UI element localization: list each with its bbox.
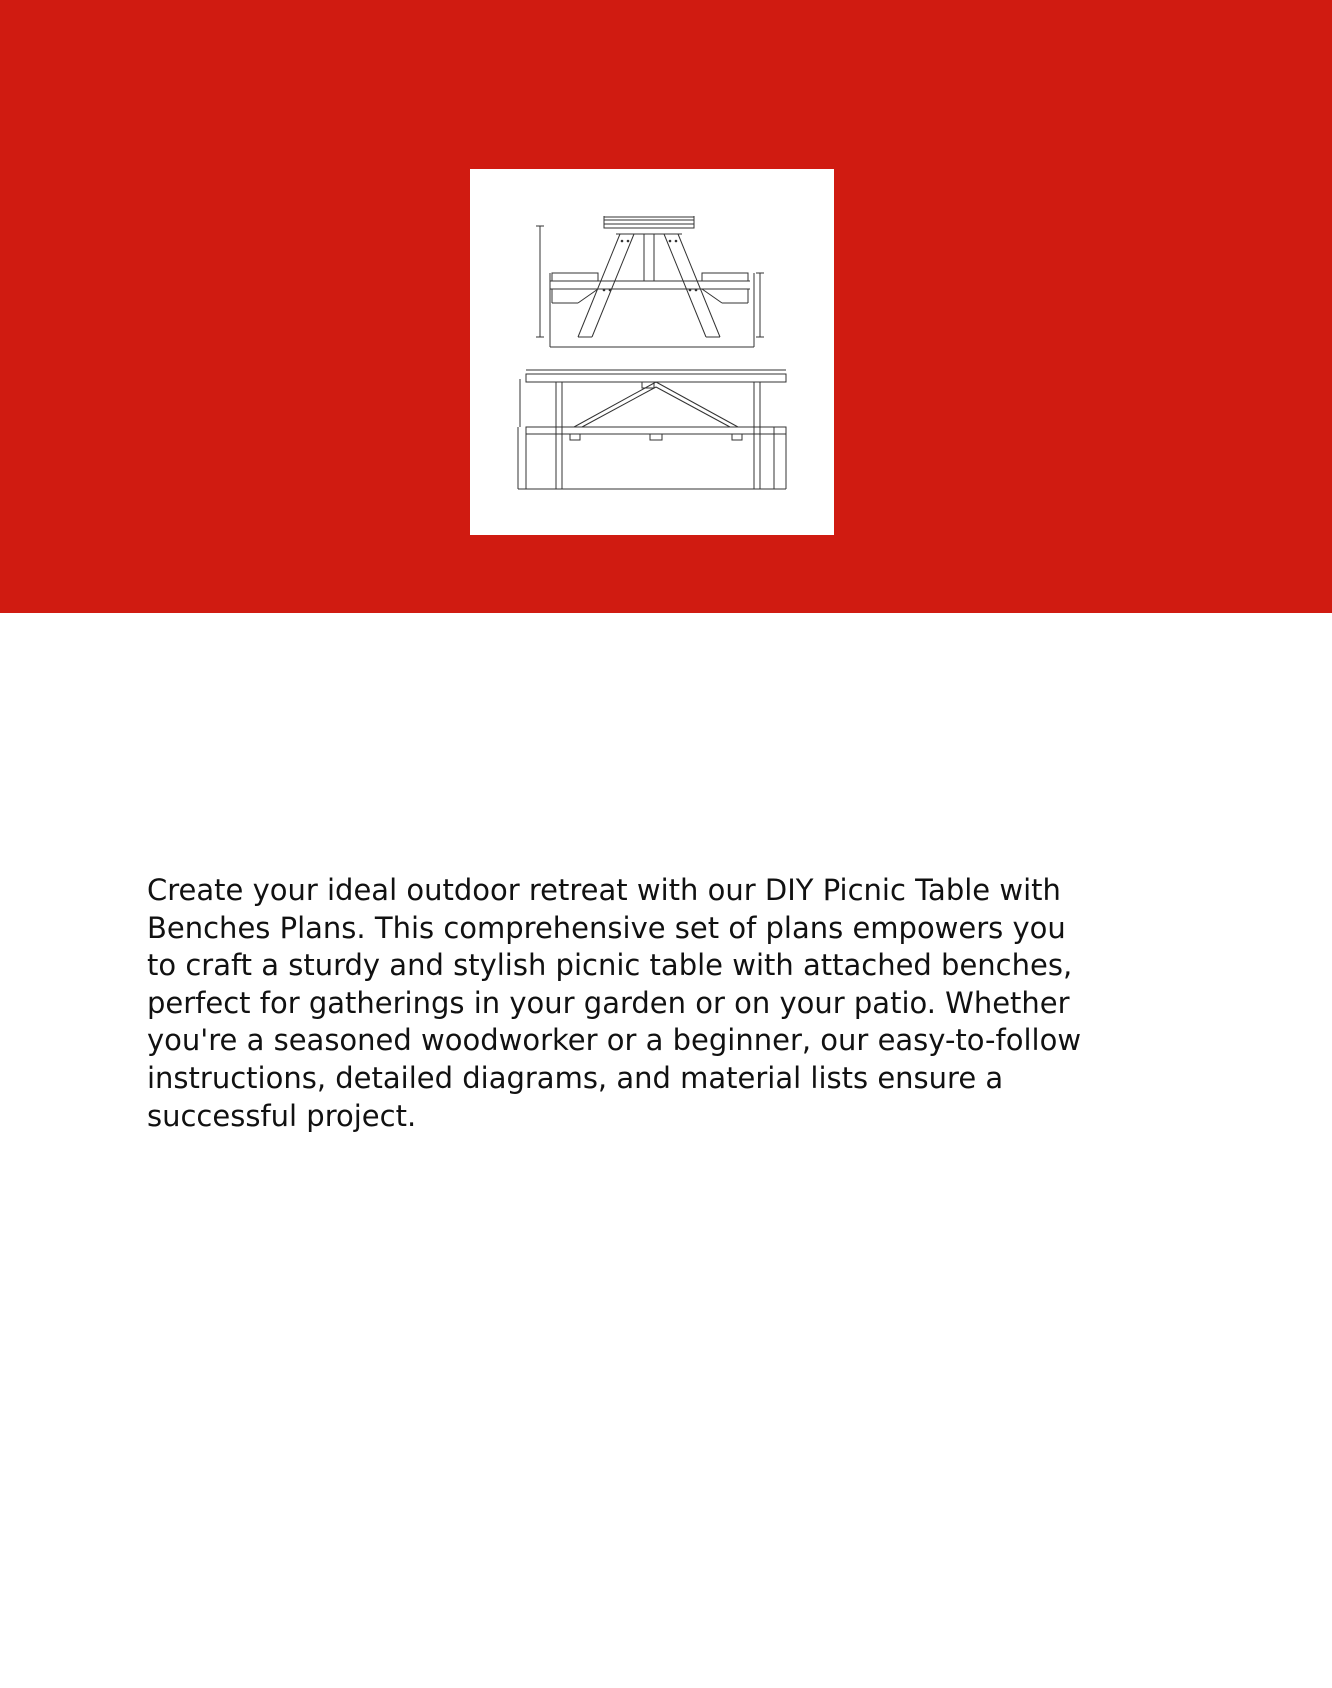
description-line: Benches Plans. This comprehensive set of plans empowers you xyxy=(147,910,1066,945)
description-line: instructions, detailed diagrams, and material lists ensure a xyxy=(147,1060,1004,1095)
description-line: successful project. xyxy=(147,1098,417,1133)
hero-banner xyxy=(0,0,1332,613)
description-line: Create your ideal outdoor retreat with our DIY Picnic Table with xyxy=(147,873,1061,907)
picnic-table-plan-image xyxy=(470,169,834,535)
description-line: you're a seasoned woodworker or a beginner, our easy-to-follow xyxy=(147,1023,1082,1058)
picnic-table-plan-drawing-icon xyxy=(470,169,834,535)
description-line: to craft a sturdy and stylish picnic table with attached benches, xyxy=(147,948,1073,983)
description-line: perfect for gatherings in your garden or on your patio. Whether xyxy=(147,985,1070,1020)
product-description xyxy=(147,872,1197,1135)
